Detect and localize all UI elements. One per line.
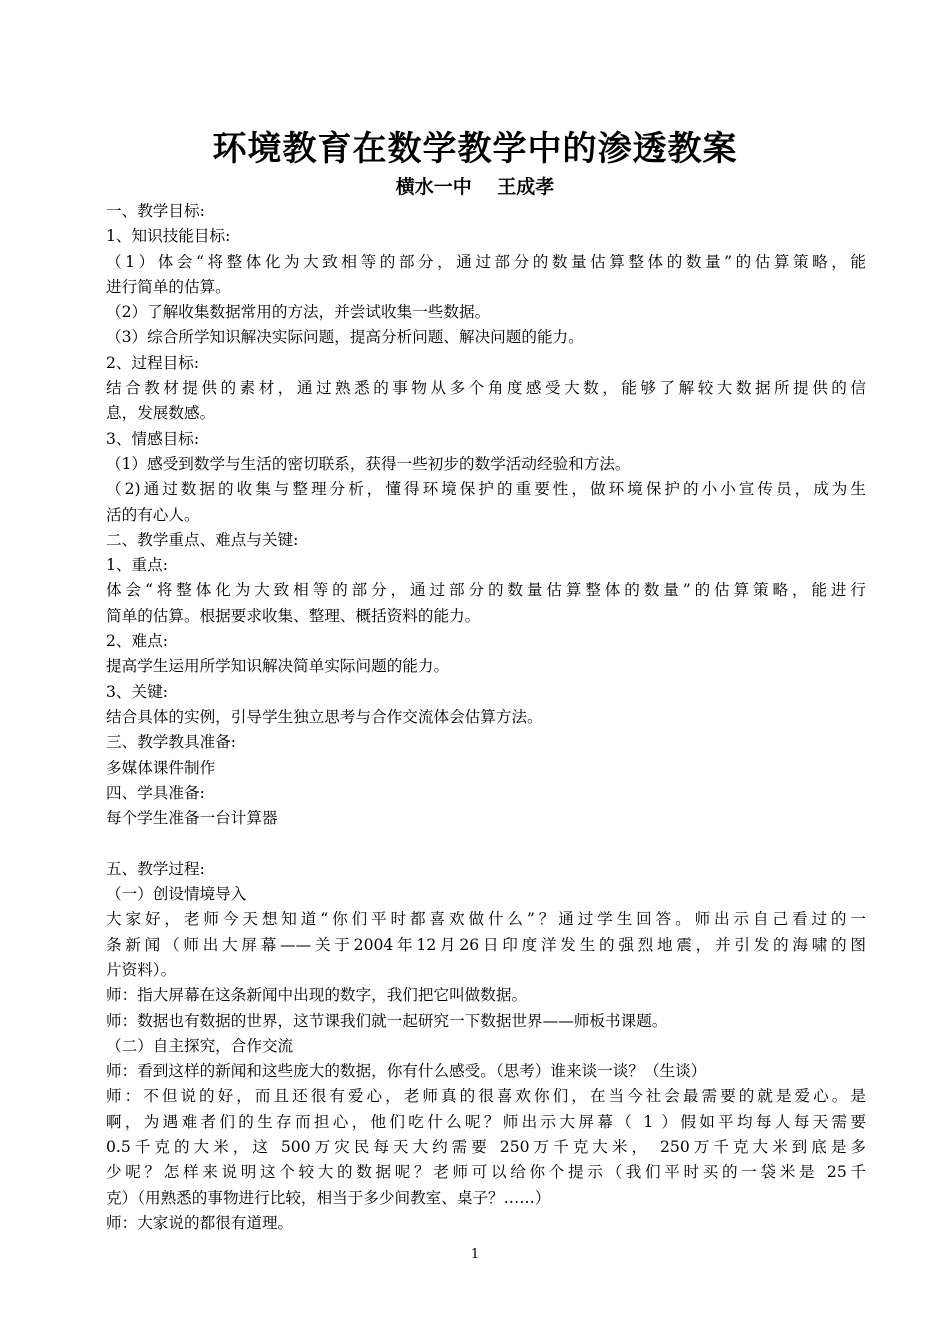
text-line: 多媒体课件制作	[106, 758, 216, 777]
text-line: 进行简单的估算。	[106, 277, 231, 296]
text-line: 师：看到这样的新闻和这些庞大的数据，你有什么感受。（思考）谁来谈一谈？（生谈）	[106, 1062, 707, 1081]
text-line: 克）（用熟悉的事物进行比较，相当于多少间教室、桌子？……）	[106, 1188, 551, 1207]
blank-line	[106, 831, 866, 856]
text-line: 四、学具准备:	[106, 783, 205, 802]
text-line: 少呢？怎样来说明这个较大的数据呢？老师可以给你个提示（我们平时买的一袋米是 25千	[106, 1163, 866, 1182]
document-title: 环境教育在数学教学中的渗透教案	[212, 129, 738, 169]
text-line: （2)通过数据的收集与整理分析，懂得环境保护的重要性，做环境保护的小小宣传员，成为生	[106, 480, 866, 499]
text-line: （一）创设情境导入	[106, 885, 247, 904]
text-line: 三、教学教具准备:	[106, 733, 237, 752]
text-line: 一、教学目标:	[106, 202, 205, 220]
text-line: （2）了解收集数据常用的方法，并尝试收集一些数据。	[106, 303, 491, 322]
text-line: 息，发展数感。	[106, 404, 216, 423]
page-number: 1	[470, 1247, 480, 1262]
document-body	[106, 199, 866, 1236]
text-line: 师：数据也有数据的世界，这节课我们就一起研究一下数据世界——师板书课题。	[106, 1011, 668, 1030]
text-line: 片资料）。	[106, 960, 177, 979]
text-line: 二、教学重点、难点与关键:	[106, 530, 299, 549]
text-line: 2、过程目标:	[106, 353, 200, 372]
text-line: （二）自主探究，合作交流	[106, 1036, 294, 1055]
text-line: （1）体会“将整体化为大致相等的部分，通过部分的数量估算整体的数量”的估算策略，能	[106, 252, 866, 271]
text-line: 简单的估算。根据要求收集、整理、概括资料的能力。	[106, 606, 481, 625]
text-line: 师：不但说的好，而且还很有爱心，老师真的很喜欢你们，在当今社会最需要的就是爱心。是	[106, 1087, 866, 1106]
text-line: 提高学生运用所学知识解决简单实际问题的能力。	[106, 657, 450, 676]
text-line: 3、关键:	[106, 682, 168, 701]
text-line: 2、难点:	[106, 632, 168, 651]
text-line: 1、重点:	[106, 556, 168, 575]
text-line: 啊，为遇难者们的生存而担心，他们吃什么呢？师出示大屏幕（ 1 ）假如平均每人每天需要	[106, 1112, 866, 1131]
text-line: 每个学生准备一台计算器	[106, 809, 278, 828]
text-line: 条新闻（师出大屏幕——关于2004年12月26日印度洋发生的强烈地震，并引发的海啸的图	[106, 935, 866, 954]
text-line: 活的有心人。	[106, 505, 200, 524]
text-line: 结合具体的实例，引导学生独立思考与合作交流体会估算方法。	[106, 707, 543, 726]
text-line: 结合教材提供的素材，通过熟悉的事物从多个角度感受大数，能够了解较大数据所提供的信	[106, 379, 866, 398]
text-line: 1、知识技能目标:	[106, 227, 231, 246]
text-line: 五、教学过程:	[106, 859, 205, 878]
author-line: 横水一中 王成孝	[395, 176, 555, 198]
text-line: 体会“将整体化为大致相等的部分，通过部分的数量估算整体的数量”的估算策略，能进行	[106, 581, 866, 600]
text-line: 3、情感目标:	[106, 429, 200, 448]
text-line: （1）感受到数学与生活的密切联系，获得一些初步的数学活动经验和方法。	[106, 454, 631, 473]
text-line: 0.5千克的大米，这 500万灾民每天大约需要 250万千克大米， 250万千克大米到底是多	[106, 1137, 866, 1156]
text-line: （3）综合所学知识解决实际问题，提高分析问题、解决问题的能力。	[106, 328, 584, 347]
text-line: 师：大家说的都很有道理。	[106, 1213, 294, 1232]
text-line: 大家好，老师今天想知道“你们平时都喜欢做什么”？通过学生回答。师出示自己看过的一	[106, 910, 866, 929]
text-line: 师：指大屏幕在这条新闻中出现的数字，我们把它叫做数据。	[106, 986, 528, 1005]
